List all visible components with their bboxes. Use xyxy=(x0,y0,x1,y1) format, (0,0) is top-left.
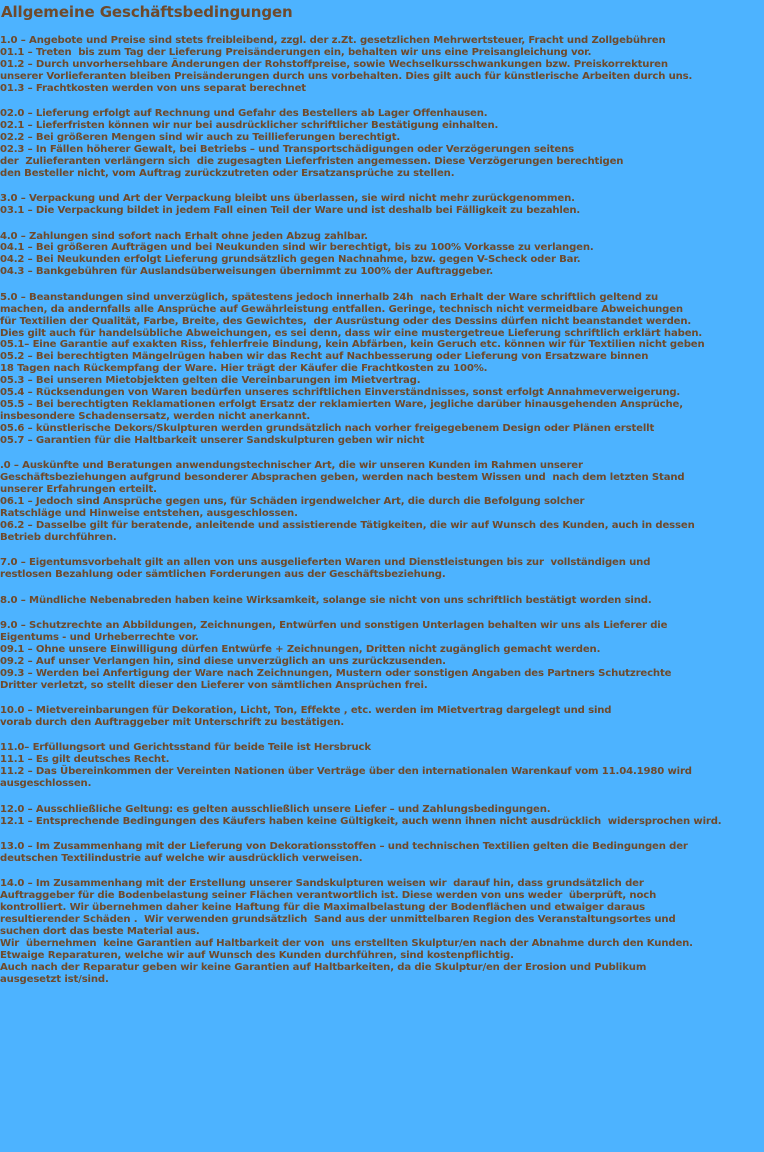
terms-line: 4.0 – Zahlungen sind sofort nach Erhalt ohne jeden Abzug zahlbar. xyxy=(0,230,368,242)
terms-line: vorab durch den Auftraggeber mit Unterschrift zu bestätigen. xyxy=(0,716,345,728)
terms-line: 9.0 – Schutzrechte an Abbildungen, Zeichnungen, Entwürfen und sonstigen Unterlagen behalten wir uns als Lieferer die xyxy=(0,620,668,631)
terms-section xyxy=(0,804,764,828)
terms-section xyxy=(0,841,764,865)
terms-line: 11.1 – Es gilt deutsches Recht. xyxy=(0,754,170,766)
terms-line: den Besteller nicht, vom Auftrag zurückzutreten oder Ersatzansprüche zu stellen. xyxy=(0,167,455,179)
terms-section xyxy=(0,108,764,179)
terms-line: Betrieb durchführen. xyxy=(0,531,117,543)
terms-line: 7.0 – Eigentumsvorbehalt gilt an allen von uns ausgelieferten Waren und Dienstleistungen bis zur vollständigen und xyxy=(0,557,651,569)
terms-line: kontrolliert. Wir übernehmen daher keine Haftung für die Maximalbelastung der Bodenflächen und etwaiger daraus xyxy=(0,902,646,914)
terms-line: 09.2 – Auf unser Verlangen hin, sind diese unverzüglich an uns zurückzusenden. xyxy=(0,655,446,667)
terms-line: Ratschläge und Hinweise entstehen, ausgeschlossen. xyxy=(0,507,298,519)
terms-line: unserer Erfahrungen erteilt. xyxy=(0,483,157,495)
terms-line: 05.4 – Rücksendungen von Waren bedürfen unseres schriftlichen Einverständnisses, sonst erfolgt Annahmeverweigerung. xyxy=(0,387,681,399)
terms-line: 1.0 – Angebote und Preise sind stets freibleibend, zzgl. der z.Zt. gesetzlichen Mehrwertsteuer, Fracht und Zollgebühren xyxy=(0,35,666,46)
terms-section xyxy=(0,878,764,985)
terms-line: 06.1 – Jedoch sind Ansprüche gegen uns, für Schäden irgendwelcher Art, die durch die Befolgung solcher xyxy=(0,495,585,507)
terms-line: Etwaige Reparaturen, welche wir auf Wunsch des Kunden durchführen, sind kostenpflichtig. xyxy=(0,949,514,961)
terms-line: für Textilien der Qualität, Farbe, Breite, des Gewichtes, der Ausrüstung oder des Dessins dürfen nicht beanstandet werden. xyxy=(0,315,692,327)
terms-line: 02.3 – In Fällen höherer Gewalt, bei Betriebs – und Transportschädigungen oder Verzögerungen seitens xyxy=(0,143,575,155)
terms-line: 01.3 – Frachtkosten werden von uns separat berechnet xyxy=(0,82,306,94)
terms-line: 09.3 – Werden bei Anfertigung der Ware nach Zeichnungen, Mustern oder sonstigen Angaben des Partners Schutzrechte xyxy=(0,667,672,679)
terms-line: 02.1 – Lieferfristen können wir nur bei ausdrücklicher schriftlicher Bestätigung einhalten. xyxy=(0,120,499,132)
terms-line: 18 Tagen nach Rückempfang der Ware. Hier trägt der Käufer die Frachtkosten zu 100%. xyxy=(0,363,488,375)
terms-body xyxy=(0,35,764,986)
terms-line: der Zulieferanten verlängern sich die zugesagten Lieferfristen angemessen. Diese Verzögerungen berechtigen xyxy=(0,155,624,167)
terms-line: 06.2 – Dasselbe gilt für beratende, anleitende und assistierende Tätigkeiten, die wir auf Wunsch des Kunden, auch in dessen xyxy=(0,519,695,531)
terms-line: 04.1 – Bei größeren Aufträgen und bei Neukunden sind wir berechtigt, bis zu 100% Vorkasse zu verlangen. xyxy=(0,242,594,254)
page-title: Allgemeine Geschäftsbedingungen xyxy=(1,3,293,21)
terms-line: unserer Vorlieferanten bleiben Preisänderungen durch uns vorbehalten. Dies gilt auch für künstlerische Arbeiten durch uns. xyxy=(0,70,693,82)
terms-line: 05.6 – künstlerische Dekors/Skulpturen werden grundsätzlich nach vorher freigegebenem Design oder Plänen erstellt xyxy=(0,422,655,434)
terms-line: 02.0 – Lieferung erfolgt auf Rechnung und Gefahr des Bestellers ab Lager Offenhausen. xyxy=(0,108,488,120)
terms-line: 13.0 – Im Zusammenhang mit der Lieferung von Dekorationsstoffen – und technischen Textilien gelten die Bedingungen der xyxy=(0,841,688,853)
terms-section xyxy=(0,35,764,95)
terms-section xyxy=(0,742,764,790)
terms-line: Dies gilt auch für handelsübliche Abweichungen, es sei denn, dass wir eine mustergetreue Lieferung schriftlich erklärt haben. xyxy=(0,327,703,339)
terms-line: 05.5 – Bei berechtigten Reklamationen erfolgt Ersatz der reklamierten Ware, jegliche darüber hinausgehenden Ansprüche, xyxy=(0,398,683,410)
terms-line: Auch nach der Reparatur geben wir keine Garantien auf Haltbarkeiten, da die Skulptur/en der Erosion und Publikum xyxy=(0,961,647,973)
terms-line: 11.2 – Das Übereinkommen der Vereinten Nationen über Verträge über den internationalen Warenkauf vom 11.04.1980 wird xyxy=(0,766,692,778)
terms-line: Eigentums - und Urheberrechte vor. xyxy=(0,631,199,643)
terms-line: 05.3 – Bei unseren Mietobjekten gelten die Vereinbarungen im Mietvertrag. xyxy=(0,375,421,387)
terms-line: .0 – Auskünfte und Beratungen anwendungstechnischer Art, die wir unseren Kunden im Rahmen unserer xyxy=(0,460,583,472)
terms-line: ausgesetzt ist/sind. xyxy=(0,973,109,985)
terms-line: 12.1 – Entsprechende Bedingungen des Käufers haben keine Gültigkeit, auch wenn ihnen nicht ausdrücklich widersprochen wird. xyxy=(0,815,722,827)
terms-line: Geschäftsbeziehungen aufgrund besonderer Absprachen geben, werden nach bestem Wissen und nach dem letzten Stand xyxy=(0,472,685,484)
terms-line: 8.0 – Mündliche Nebenabreden haben keine Wirksamkeit, solange sie nicht von uns schriftlich bestätigt worden sind. xyxy=(0,594,652,606)
terms-line: insbesondere Schadensersatz, werden nicht anerkannt. xyxy=(0,410,311,422)
terms-line: 10.0 – Mietvereinbarungen für Dekoration, Licht, Ton, Effekte , etc. werden im Mietvertrag dargelegt und sind xyxy=(0,705,612,717)
terms-line: 14.0 – Im Zusammenhang mit der Erstellung unserer Sandskulpturen weisen wir darauf hin, dass grundsätzlich der xyxy=(0,878,644,890)
terms-line: 5.0 – Beanstandungen sind unverzüglich, spätestens jedoch innerhalb 24h nach Erhalt der Ware schriftlich geltend zu xyxy=(0,291,659,303)
terms-section xyxy=(0,193,764,217)
terms-line: 05.2 – Bei berechtigten Mängelrügen haben wir das Recht auf Nachbesserung oder Lieferung von Ersatzware binnen xyxy=(0,351,649,363)
terms-section xyxy=(0,231,764,279)
terms-line: 02.2 – Bei größeren Mengen sind wir auch zu Teillieferungen berechtigt. xyxy=(0,131,401,143)
terms-line: 01.1 – Treten bis zum Tag der Lieferung Preisänderungen ein, behalten wir uns eine Preisangleichung vor. xyxy=(0,46,592,58)
terms-line: resultierender Schäden . Wir verwenden grundsätzlich Sand aus der unmittelbaren Region des Veranstaltungsortes und xyxy=(0,914,676,926)
terms-line: 04.3 – Bankgebühren für Auslandsüberweisungen übernimmt zu 100% der Auftraggeber. xyxy=(0,266,494,278)
terms-line: 11.0– Erfüllungsort und Gerichtsstand für beide Teile ist Hersbruck xyxy=(0,742,371,754)
terms-line: 04.2 – Bei Neukunden erfolgt Lieferung grundsätzlich gegen Nachnahme, bzw. gegen V-Scheck oder Bar. xyxy=(0,254,581,266)
terms-section xyxy=(0,557,764,581)
terms-line: 01.2 – Durch unvorhersehbare Änderungen der Rohstoffpreise, sowie Wechselkursschwankungen bzw. Preiskorrekturen xyxy=(0,58,668,70)
terms-line: Dritter verletzt, so stellt dieser den Lieferer von sämtlichen Ansprüchen frei. xyxy=(0,679,428,691)
terms-line: 05.1– Eine Garantie auf exakten Riss, fehlerfreie Bindung, kein Abfärben, kein Geruch etc. können wir für Textilien nicht geben xyxy=(0,339,705,351)
terms-line: deutschen Textilindustrie auf welche wir ausdrücklich verweisen. xyxy=(0,852,363,864)
terms-line: 12.0 – Ausschließliche Geltung: es gelten ausschließlich unsere Liefer – und Zahlungsbedingungen. xyxy=(0,803,551,815)
terms-line: 03.1 – Die Verpackung bildet in jedem Fall einen Teil der Ware und ist deshalb bei Fälligkeit zu bezahlen. xyxy=(0,205,581,217)
terms-line: Wir übernehmen keine Garantien auf Haltbarkeit der von uns erstellten Skulptur/en nach der Abnahme durch den Kunden. xyxy=(0,938,693,949)
terms-line: restlosen Bezahlung oder sämtlichen Forderungen aus der Geschäftsbeziehung. xyxy=(0,569,446,580)
terms-line: suchen dort das beste Material aus. xyxy=(0,926,200,938)
terms-section xyxy=(0,705,764,729)
terms-section xyxy=(0,292,764,447)
terms-section xyxy=(0,460,764,543)
terms-line: machen, da andernfalls alle Ansprüche auf Gewährleistung entfallen. Geringe, technisch nicht vermeidbare Abweichungen xyxy=(0,303,683,315)
terms-line: 3.0 – Verpackung und Art der Verpackung bleibt uns überlassen, sie wird nicht mehr zurückgenommen. xyxy=(0,193,575,205)
terms-line: 09.1 – Ohne unsere Einwilligung dürfen Entwürfe + Zeichnungen, Dritten nicht zugänglich gemacht werden. xyxy=(0,643,601,655)
terms-line: ausgeschlossen. xyxy=(0,778,92,790)
terms-line: 05.7 – Garantien für die Haltbarkeit unserer Sandskulpturen geben wir nicht xyxy=(0,434,425,446)
terms-section xyxy=(0,595,764,607)
terms-line: Auftraggeber für die Bodenbelastung seiner Flächen verantwortlich ist. Diese werden von uns weder überprüft, noch xyxy=(0,890,657,902)
terms-section xyxy=(0,620,764,691)
